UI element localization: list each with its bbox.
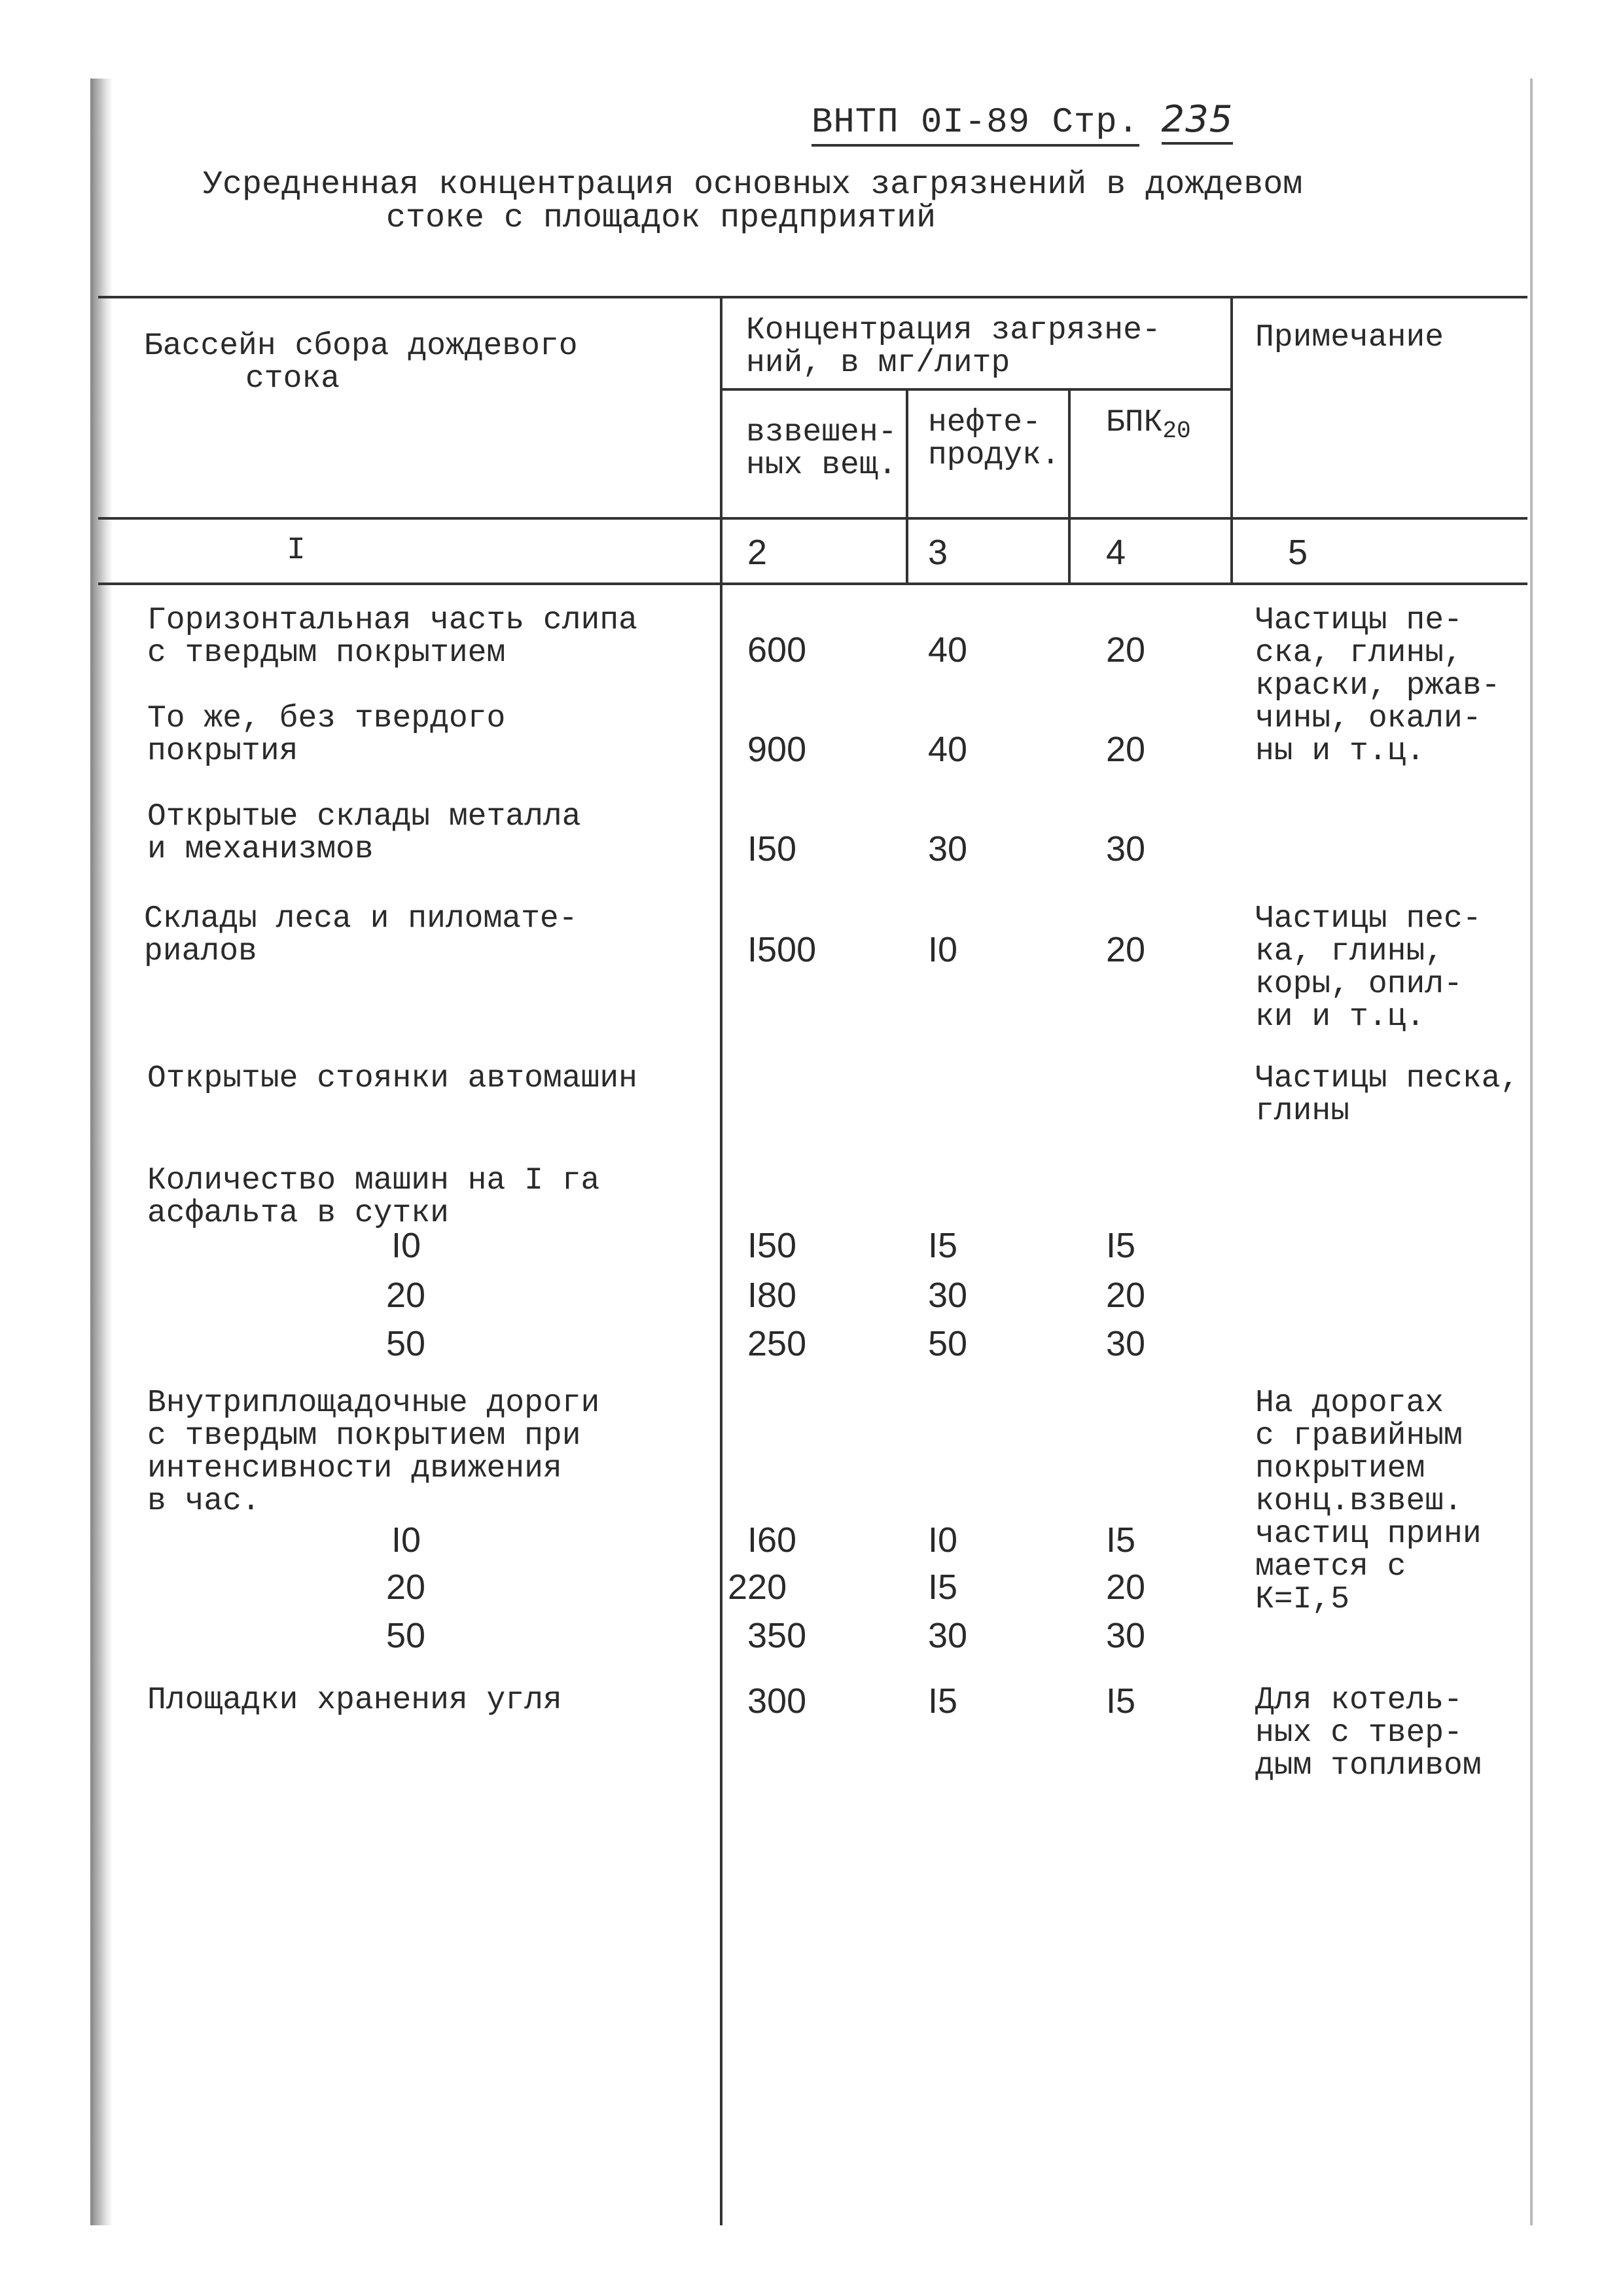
cell-oil: 30 <box>928 1276 968 1315</box>
page-header <box>812 98 1233 143</box>
note-line: ка, глины, <box>1255 934 1444 969</box>
row-label-line: с твердым покрытием <box>147 636 506 671</box>
note-line: глины <box>1255 1094 1350 1129</box>
cell-suspended: 900 <box>747 730 807 769</box>
cell-bod: 30 <box>1106 1324 1146 1363</box>
cell-oil: 40 <box>928 730 968 769</box>
cell-bod: I5 <box>1106 1681 1136 1721</box>
header-col4-main: БПК <box>1106 405 1163 440</box>
note-line: Частицы пе- <box>1255 603 1463 638</box>
doc-code: ВНТП 0I-89 Стр. <box>812 103 1139 147</box>
note-line: К=I,5 <box>1255 1582 1350 1617</box>
row-label-line: То же, без твердого <box>147 701 506 736</box>
cell-bod: I5 <box>1106 1520 1136 1560</box>
cell-suspended: I60 <box>747 1520 797 1560</box>
row-label-line: асфальта в сутки <box>147 1196 449 1231</box>
cell-oil: 40 <box>928 630 968 670</box>
note-line: с гравийным <box>1255 1418 1463 1454</box>
cell-oil: I5 <box>928 1681 958 1721</box>
row-label-line: в час. <box>147 1484 260 1519</box>
cell-bod: 30 <box>1106 829 1146 869</box>
page-number: 235 <box>1162 98 1234 145</box>
cell-suspended: I80 <box>747 1276 797 1315</box>
cell-suspended: 220 <box>728 1568 787 1607</box>
note-line: чины, окали- <box>1255 701 1482 736</box>
col-divider-2 <box>906 388 908 583</box>
note-line: ны и т.ц. <box>1255 734 1425 769</box>
cell-oil: I0 <box>928 1520 958 1560</box>
cell-oil: 50 <box>928 1324 968 1363</box>
row-label-line: Количество машин на I га <box>147 1163 600 1198</box>
row-sublabel: 50 <box>386 1324 426 1363</box>
note-line: ска, глины, <box>1255 636 1463 671</box>
scan-edge-right <box>1530 79 1533 2225</box>
cell-bod: 20 <box>1106 1568 1146 1607</box>
row-label-line: Горизонтальная часть слипа <box>147 603 637 638</box>
colnum-3: 3 <box>928 533 948 572</box>
note-line: краски, ржав- <box>1255 668 1501 704</box>
row-label-line: Склады леса и пиломате- <box>144 901 578 937</box>
table-top-border <box>98 296 1527 298</box>
cell-suspended: 300 <box>747 1681 807 1721</box>
colnum-1: I <box>287 533 306 568</box>
header-group-divider <box>721 388 1233 391</box>
note-line: Частицы песка, <box>1255 1061 1520 1096</box>
header-group-line2: ний, в мг/литр <box>746 346 1010 381</box>
note-line: ки и т.ц. <box>1255 999 1425 1035</box>
colnum-5: 5 <box>1288 533 1308 572</box>
title-line-1: Усредненная концентрация основных загрязнений в дождевом <box>203 166 1303 204</box>
col-divider-1 <box>720 296 722 2225</box>
colnum-2: 2 <box>747 533 768 572</box>
row-label-line: Площадки хранения угля <box>147 1683 562 1718</box>
cell-suspended: 350 <box>747 1616 807 1655</box>
header-bottom-border <box>98 517 1527 520</box>
cell-bod: 20 <box>1106 930 1146 969</box>
row-label-line: интенсивности движения <box>147 1451 562 1486</box>
cell-bod: 30 <box>1106 1616 1146 1655</box>
scan-shadow-left <box>90 79 113 2225</box>
cell-suspended: I50 <box>747 829 797 869</box>
row-sublabel: I0 <box>391 1226 421 1265</box>
header-col3-line2: продук. <box>928 438 1060 473</box>
col-divider-3 <box>1068 388 1071 583</box>
cell-oil: 30 <box>928 1616 968 1655</box>
note-line: Для котель- <box>1255 1683 1463 1718</box>
header-col2-line2: ных вещ. <box>746 448 897 483</box>
note-line: покрытием <box>1255 1451 1425 1486</box>
header-group-line1: Концентрация загрязне- <box>746 313 1161 348</box>
note-line: коры, опил- <box>1255 967 1463 1002</box>
header-col5: Примечание <box>1255 320 1444 355</box>
note-line: дым топливом <box>1255 1748 1482 1784</box>
row-label-line: Открытые склады металла <box>147 799 581 834</box>
note-line: Частицы пес- <box>1255 901 1482 937</box>
row-sublabel: 20 <box>386 1276 426 1315</box>
cell-bod: I5 <box>1106 1226 1136 1265</box>
cell-suspended: I500 <box>747 930 817 969</box>
header-col1-line1: Бассейн сбора дождевого <box>144 329 578 364</box>
row-sublabel: 50 <box>386 1616 426 1655</box>
note-line: На дорогах <box>1255 1386 1444 1421</box>
header-col4 <box>1106 406 1191 448</box>
row-label-line: Открытые стоянки автомашин <box>147 1061 637 1096</box>
cell-bod: 20 <box>1106 1276 1146 1315</box>
row-label-line: Внутриплощадочные дороги <box>147 1386 600 1421</box>
note-line: частиц прини <box>1255 1516 1482 1552</box>
col-divider-4 <box>1230 296 1233 583</box>
cell-bod: 20 <box>1106 730 1146 769</box>
cell-oil: I0 <box>928 930 958 969</box>
row-label-line: риалов <box>144 934 257 969</box>
cell-bod: 20 <box>1106 630 1146 670</box>
row-label-line: и механизмов <box>147 832 374 867</box>
cell-suspended: 250 <box>747 1324 807 1363</box>
note-line: мается с <box>1255 1549 1406 1585</box>
note-line: ных с твер- <box>1255 1715 1463 1751</box>
cell-suspended: I50 <box>747 1226 797 1265</box>
cell-oil: 30 <box>928 829 968 869</box>
colnum-4: 4 <box>1106 533 1126 572</box>
cell-oil: I5 <box>928 1568 958 1607</box>
header-col2-line1: взвешен- <box>746 415 897 450</box>
title-line-2: стоке с площадок предприятий <box>386 200 936 237</box>
column-numbers-border <box>98 583 1527 585</box>
row-sublabel: 20 <box>386 1568 426 1607</box>
cell-oil: I5 <box>928 1226 958 1265</box>
header-col4-sub: 20 <box>1162 418 1191 444</box>
row-label-line: покрытия <box>147 734 298 769</box>
row-label-line: с твердым покрытием при <box>147 1418 581 1454</box>
row-sublabel: I0 <box>391 1520 421 1560</box>
cell-suspended: 600 <box>747 630 807 670</box>
header-col3-line1: нефте- <box>928 405 1041 440</box>
note-line: конц.взвеш. <box>1255 1484 1463 1519</box>
header-col1-line2: стока <box>245 361 340 397</box>
